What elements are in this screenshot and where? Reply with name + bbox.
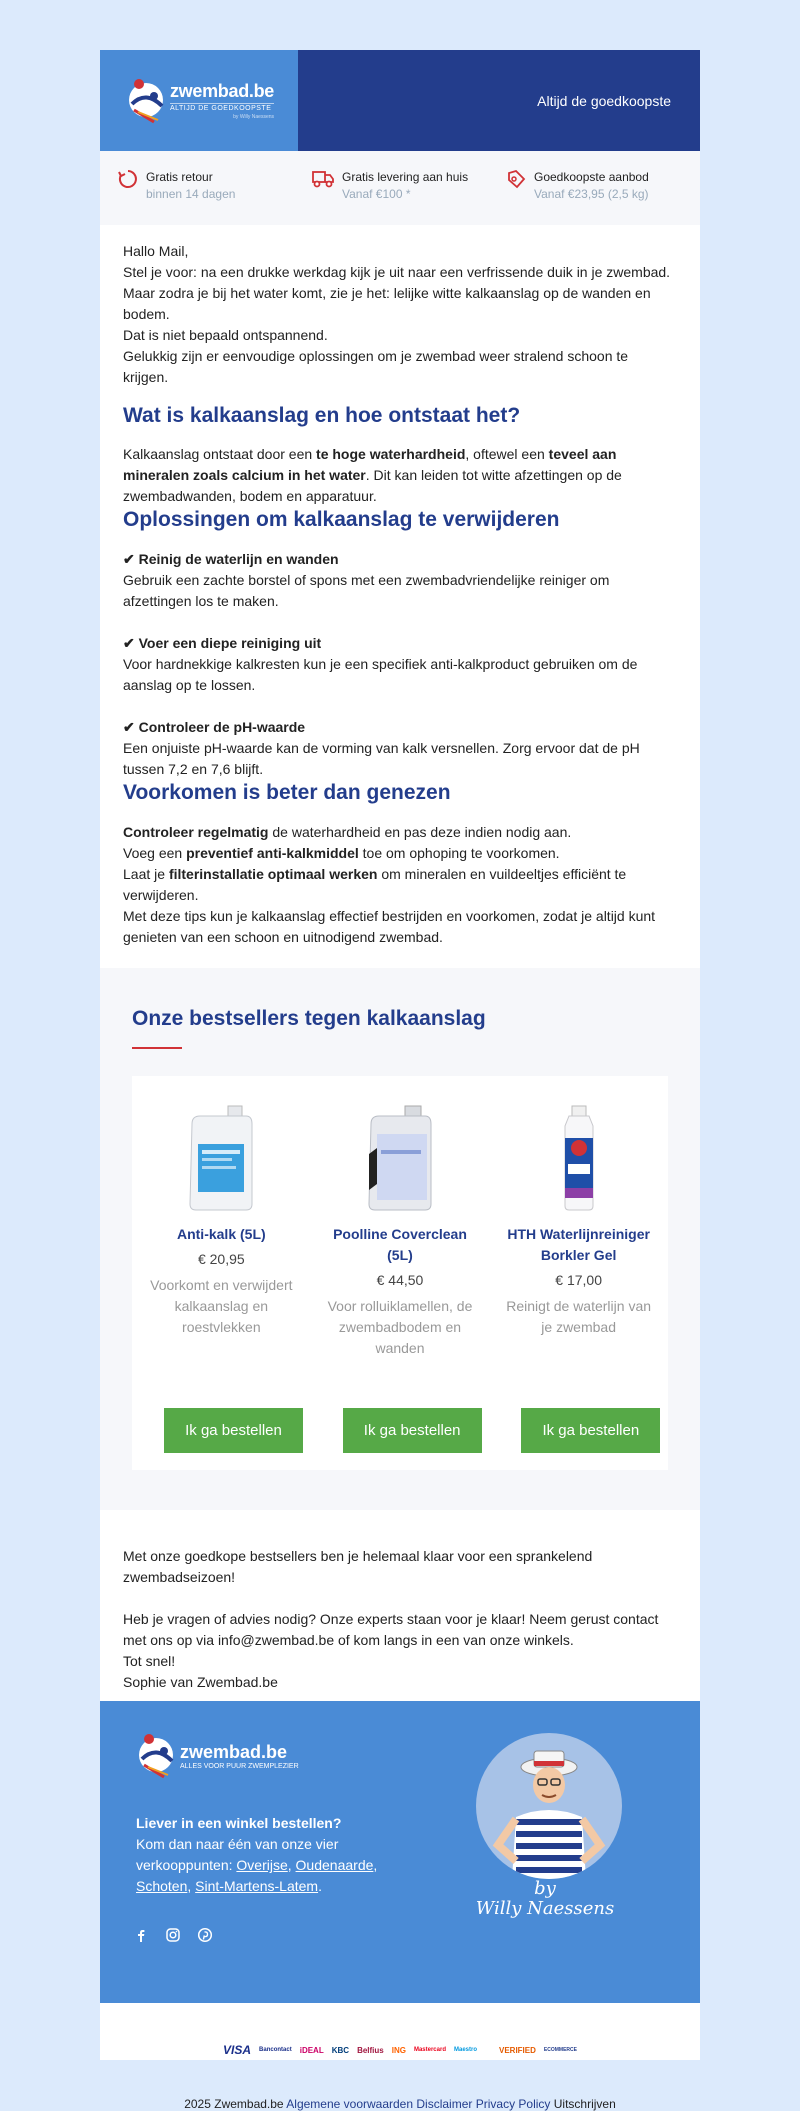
- brand-name: zwembad.be: [169, 81, 275, 101]
- footer-logo[interactable]: [134, 1731, 299, 1781]
- intro-paragraph: Gelukkig zijn er eenvoudige oplossingen om je zwembad weer stralend schoon te krijgen.: [123, 348, 629, 385]
- usp-delivery: [312, 169, 506, 225]
- payment-methods: [100, 2003, 700, 2069]
- email-footer: [100, 1701, 700, 2003]
- mascot-illustration: [476, 1733, 622, 1879]
- footer-text: Kom dan naar één van onze vier verkooppunten: Overijse, Oudenaarde, Schoten, Sint-Martens-Latem.: [136, 1836, 378, 1894]
- willy-naessens-avatar: [476, 1733, 622, 1879]
- unsubscribe-link[interactable]: Uitschrijven: [553, 2097, 616, 2111]
- willy-signature: by Willy Naessens: [475, 1878, 615, 1919]
- usp-price: [506, 169, 700, 225]
- section-paragraph: Kalkaanslag ontstaat door een te hoge waterhardheid, oftewel een teveel aan mineralen zoals calcium in het water. Dit kan leiden tot witte afzettingen op de zwembadwanden, bodem en apparatuur.: [123, 446, 622, 504]
- swimmer-logo-icon: [124, 76, 168, 126]
- swimmer-logo-icon: [134, 1731, 178, 1781]
- solution-text: Gebruik een zachte borstel of spons met een zwembadvriendelijke reiniger om afzettingen los te maken.: [123, 572, 610, 609]
- social-links: [133, 1927, 213, 1947]
- brand-tagline: ALTIJD DE GOEDKOOPSTE: [170, 103, 274, 112]
- title-underline: [132, 1047, 182, 1049]
- order-button[interactable]: Ik ga bestellen: [521, 1408, 660, 1453]
- return-icon: [118, 169, 138, 189]
- belfius-logo: Belfius: [357, 2045, 384, 2055]
- product-grid: [132, 1076, 668, 1470]
- store-link-schoten[interactable]: Schoten: [136, 1878, 188, 1894]
- disclaimer-link[interactable]: Disclaimer: [416, 2097, 473, 2111]
- visa-logo: VISA: [223, 2043, 252, 2057]
- store-link-sint-martens-latem[interactable]: Sint-Martens-Latem: [195, 1878, 319, 1894]
- solution-text: Voor hardnekkige kalkresten kun je een specifiek anti-kalkproduct gebruiken om de aanslag op te lossen.: [123, 656, 638, 693]
- store-link-overijse[interactable]: Overijse: [236, 1857, 288, 1873]
- store-link-oudenaarde[interactable]: Oudenaarde: [295, 1857, 374, 1873]
- bancontact-logo: Bancontact: [259, 2047, 292, 2053]
- maestro-logo: Maestro: [453, 2047, 477, 2053]
- outro-text: [100, 1510, 700, 1701]
- kbc-logo: KBC: [331, 2045, 350, 2055]
- product-card: [489, 1102, 668, 1452]
- product-name[interactable]: Anti-kalk (5L): [176, 1226, 266, 1242]
- footer-title: Liever in een winkel bestellen?: [136, 1815, 342, 1831]
- pinterest-icon[interactable]: [197, 1927, 213, 1947]
- price-tag-icon: [506, 169, 526, 189]
- ing-logo: ING: [391, 2045, 406, 2055]
- footer-brand-name: zwembad.be: [180, 1742, 288, 1762]
- privacy-policy-link[interactable]: Privacy Policy: [475, 2097, 551, 2111]
- product-description: Reinigt de waterlijn van je zwembad: [506, 1298, 652, 1335]
- solution-text: Een onjuiste pH-waarde kan de vorming van kalk versnellen. Zorg ervoor dat de pH tussen 7,2 en 7,6 blijft.: [123, 740, 640, 777]
- copyright-bar: [100, 2097, 700, 2111]
- section-title: Wat is kalkaanslag en hoe ontstaat het?: [123, 404, 521, 427]
- product-card: [311, 1102, 490, 1452]
- outro-paragraph: Heb je vragen of advies nodig? Onze experts staan voor je klaar! Neem gerust contact met ons op via info@zwembad.be of kom langs in een van onze winkels.: [123, 1611, 659, 1648]
- solution-heading: ✔ Reinig de waterlijn en wanden: [123, 551, 339, 567]
- product-name[interactable]: HTH Waterlijnreiniger Borkler Gel: [507, 1226, 650, 1263]
- product-card: [132, 1102, 311, 1452]
- intro-paragraph: Stel je voor: na een drukke werkdag kijk je uit naar een verfrissende duik in je zwembad. Maar zodra je bij het water komt, zie je het: lelijke witte kalkaanslag op de wanden en bodem.: [123, 264, 671, 322]
- brand-logo[interactable]: [124, 76, 274, 126]
- signature-line: Sophie van Zwembad.be: [123, 1674, 278, 1690]
- brand-signature: by Willy Naessens: [233, 114, 275, 120]
- bottle-image: [559, 1104, 599, 1212]
- product-description: Voor rolluiklamellen, de zwembadbodem en wanden: [327, 1298, 473, 1356]
- tip-item: Controleer regelmatig de waterhardheid en pas deze indien nodig aan.: [123, 824, 572, 840]
- outro-paragraph: Met onze goedkope bestsellers ben je helemaal klaar voor een sprankelend zwembadseizoen!: [123, 1548, 593, 1585]
- product-name[interactable]: Poolline Coverclean (5L): [333, 1226, 467, 1263]
- outro-paragraph: Tot snel!: [123, 1653, 176, 1669]
- bestsellers-section: [100, 968, 700, 1510]
- bestsellers-title: Onze bestsellers tegen kalkaanslag: [132, 1007, 486, 1030]
- jerrycan-image: [365, 1104, 435, 1212]
- slogan-bar: [298, 50, 700, 151]
- email-header: [100, 50, 700, 151]
- usp-sub: Vanaf €23,95 (2,5 kg): [534, 187, 649, 201]
- product-price: € 44,50: [376, 1272, 424, 1288]
- ideal-logo: iDEAL: [299, 2045, 324, 2055]
- order-button[interactable]: Ik ga bestellen: [343, 1408, 482, 1453]
- mastercard-logo: Mastercard: [413, 2047, 446, 2053]
- logo-area[interactable]: [100, 50, 298, 151]
- usp-title: Goedkoopste aanbod: [534, 170, 649, 184]
- terms-link[interactable]: Algemene voorwaarden: [286, 2097, 414, 2111]
- footer-brand-tagline: ALLES VOOR PUUR ZWEMPLEZIER: [180, 1763, 299, 1770]
- instagram-icon[interactable]: [165, 1927, 181, 1947]
- product-price: € 17,00: [555, 1272, 602, 1288]
- email-body: [100, 225, 700, 948]
- solution-heading: ✔ Voer een diepe reiniging uit: [123, 635, 322, 651]
- usp-sub: Vanaf €100 *: [342, 187, 411, 201]
- section-title: Voorkomen is beter dan genezen: [123, 781, 451, 804]
- product-description: Voorkomt en verwijdert kalkaanslag en roestvlekken: [150, 1277, 293, 1335]
- product-price: € 20,95: [197, 1251, 245, 1267]
- email-container: [100, 50, 700, 2111]
- usp-title: Gratis levering aan huis: [342, 170, 469, 184]
- ecommerce-europe-badge: ECOMMERCE: [543, 2047, 577, 2053]
- order-button[interactable]: Ik ga bestellen: [164, 1408, 303, 1453]
- usp-sub: binnen 14 dagen: [146, 187, 236, 201]
- intro-paragraph: Dat is niet bepaald ontspannend.: [123, 327, 328, 343]
- product-image[interactable]: [311, 1102, 490, 1212]
- slogan-text: Altijd de goedkoopste: [537, 92, 671, 109]
- usp-bar: [100, 151, 700, 225]
- verified-badge: VERIFIED: [499, 2045, 536, 2055]
- solution-heading: ✔ Controleer de pH-waarde: [123, 719, 306, 735]
- copyright-text: 2025 Zwembad.be: [184, 2097, 284, 2111]
- greeting: Hallo Mail,: [123, 243, 189, 259]
- jerrycan-image: [186, 1104, 256, 1212]
- product-image[interactable]: [132, 1102, 311, 1212]
- product-image[interactable]: [489, 1102, 668, 1212]
- facebook-icon[interactable]: [133, 1927, 149, 1947]
- closing-paragraph: Met deze tips kun je kalkaanslag effectief bestrijden en voorkomen, zodat je altijd kunt genieten van een schoon en uitnodigend zwembad.: [123, 908, 656, 945]
- truck-icon: [312, 169, 334, 189]
- section-title: Oplossingen om kalkaanslag te verwijderen: [123, 508, 560, 531]
- usp-return: [118, 169, 312, 225]
- tip-item: Voeg een preventief anti-kalkmiddel toe om ophoping te voorkomen.: [123, 845, 560, 861]
- tip-item: Laat je filterinstallatie optimaal werken om mineralen en vuildeeltjes efficiënt te verwijderen.: [123, 866, 627, 903]
- usp-title: Gratis retour: [146, 170, 213, 184]
